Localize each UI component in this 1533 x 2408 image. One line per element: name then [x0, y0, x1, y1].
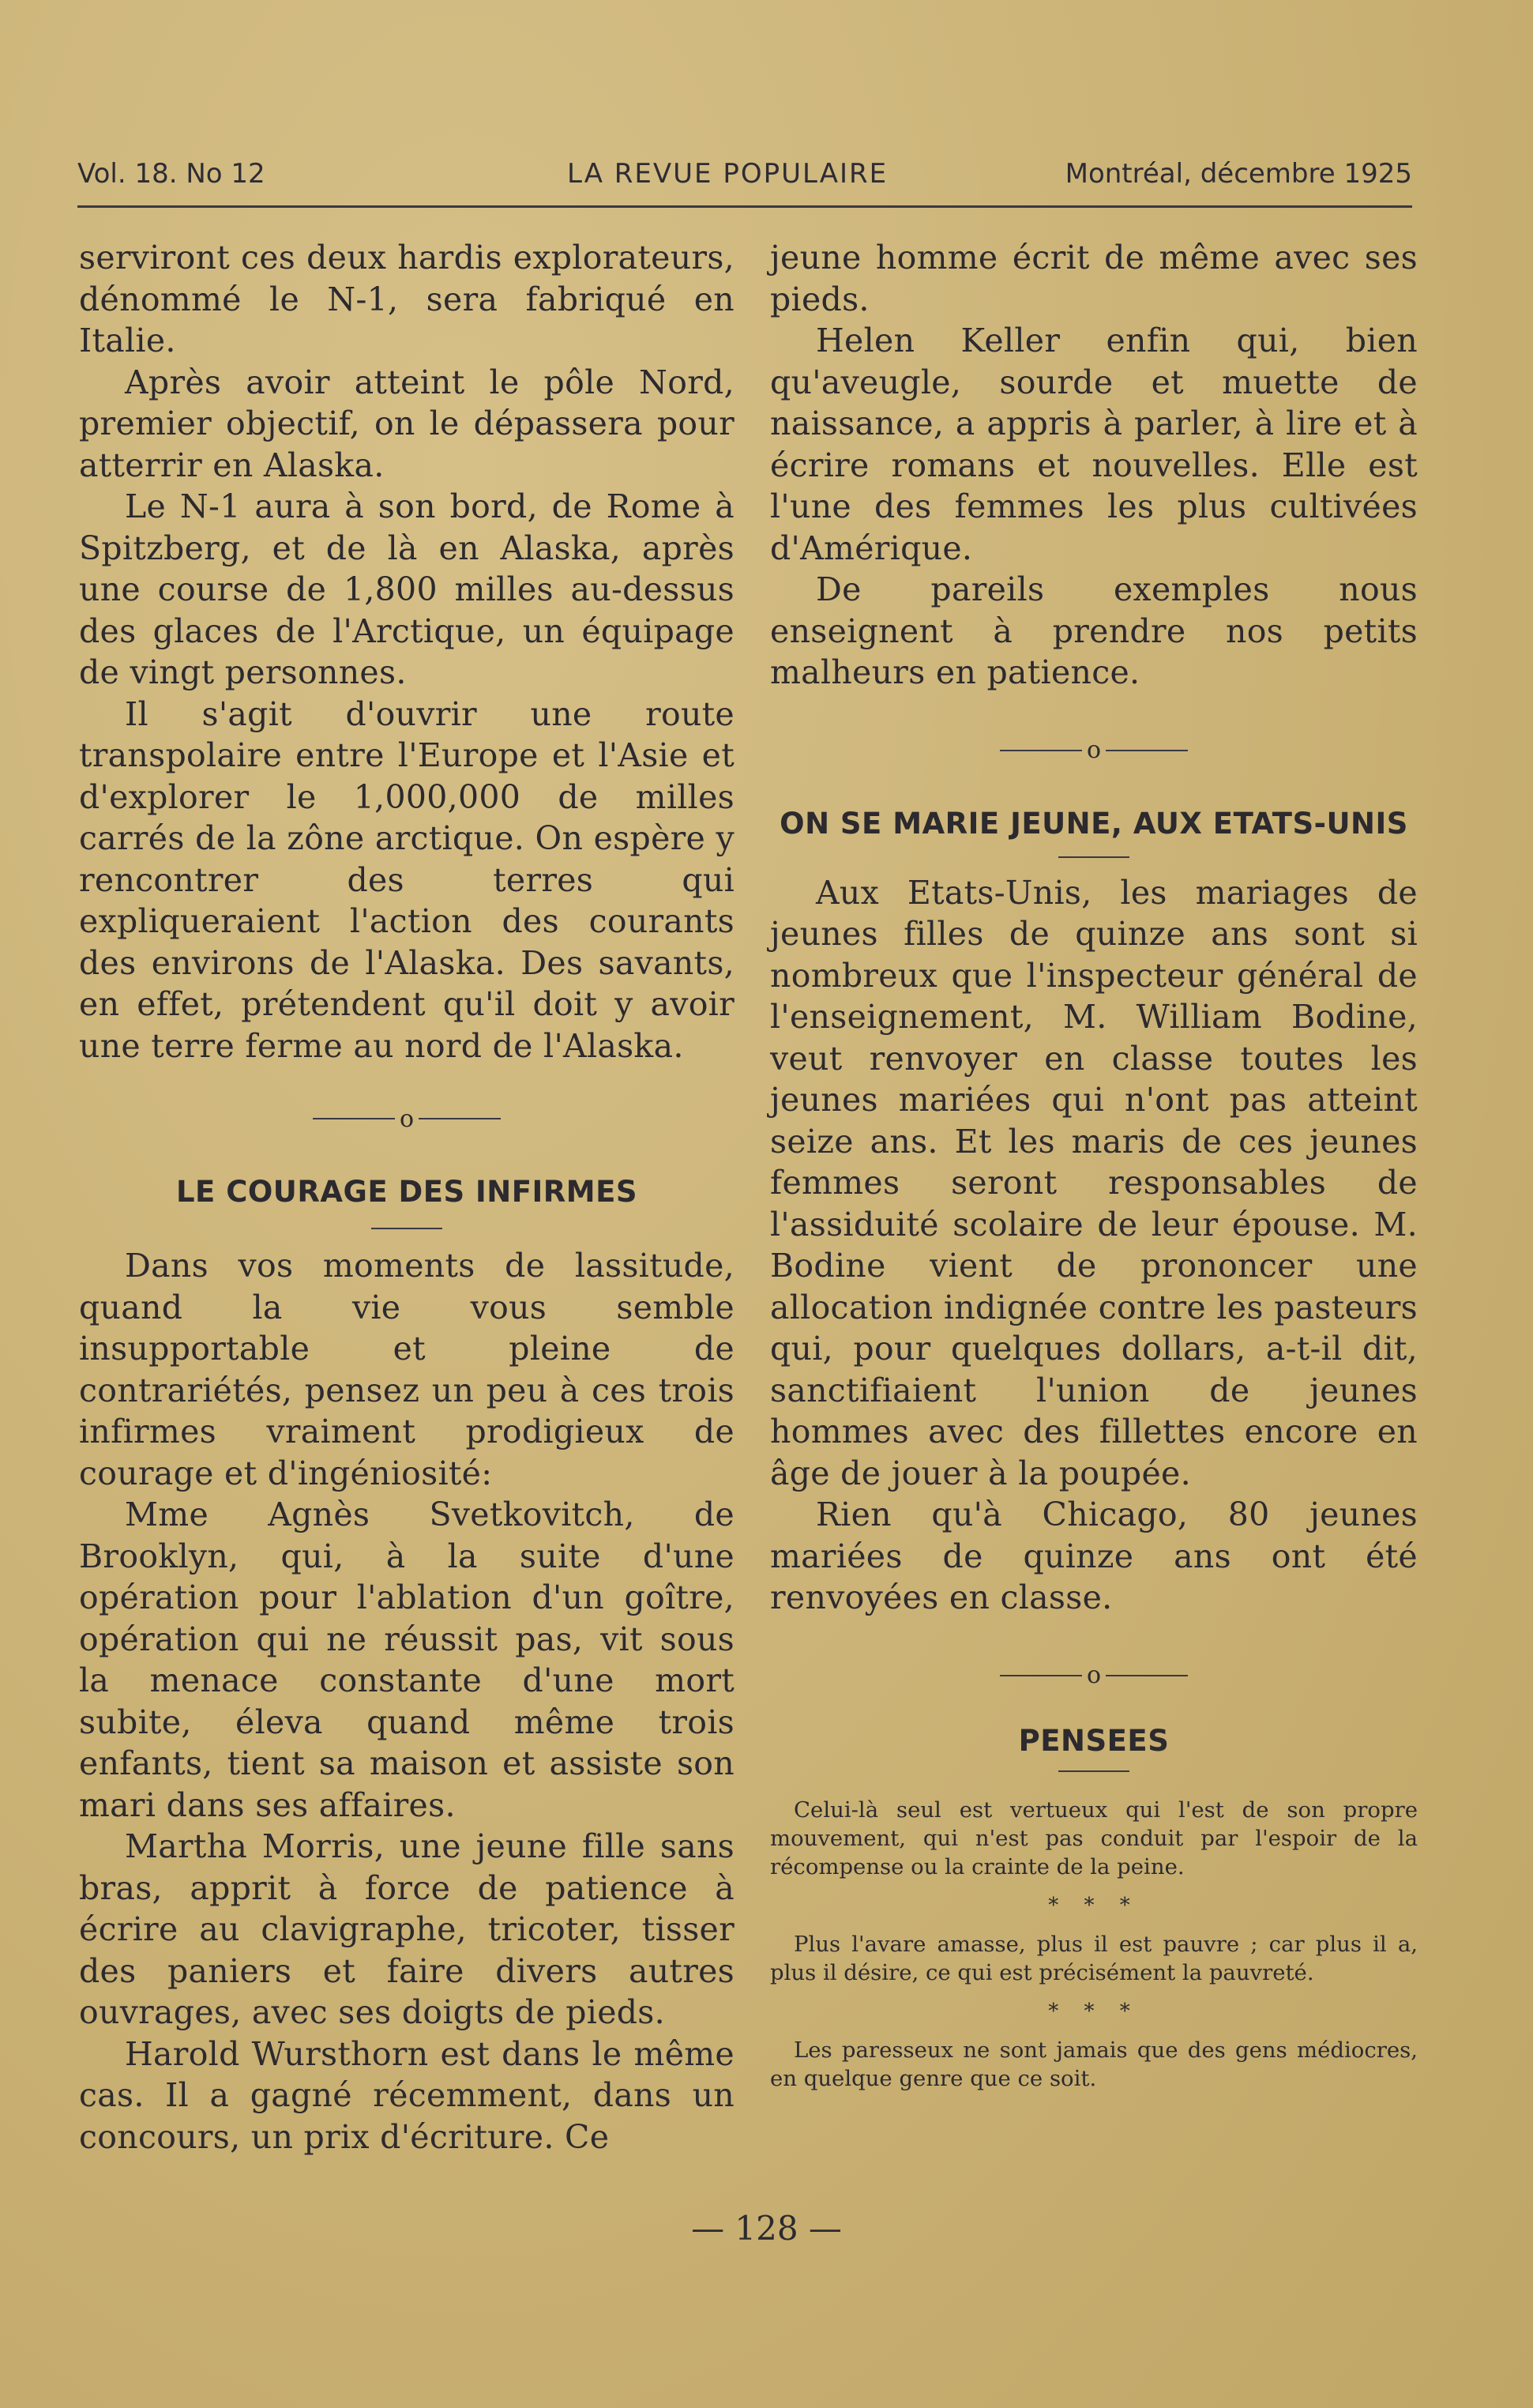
- pensee-item: Celui-là seul est vertueux qui l'est de son propre mouvement, qui n'est pas conduit par l'espoir de la récompense ou la crainte de la peine.: [770, 1797, 1418, 1879]
- article-paragraph: Rien qu'à Chicago, 80 jeunes mariées de quinze ans ont été renvoyées en classe.: [770, 1496, 1418, 1616]
- article-paragraph: serviront ces deux hardis explorateurs, dénommé le N-1, sera fabriqué en Italie.: [79, 239, 735, 359]
- article-paragraph: Helen Keller enfin qui, bien qu'aveugle, sourde et muette de naissance, a appris à parler, à lire et à écrire romans et nouvelles. Elle est l'une des femmes les plus cultivées d'Amérique.: [770, 322, 1418, 567]
- article-paragraph: Aux Etats-Unis, les mariages de jeunes filles de quinze ans sont si nombreux que l'inspecteur général de l'enseignement, M. William Bodine, veut renvoyer en classe toutes les jeunes mariées qui n'ont pas atteint seize ans. Et les maris de ces jeunes femmes seront responsables de l'assiduité scolaire de leur épouse. M. Bodine vient de prononcer une allocation indignée contre les pasteurs qui, pour quelques dollars, a-t-il dit, sanctifiaient l'union de jeunes hommes avec des fillettes encore en âge de jouer à la poupée.: [770, 873, 1418, 1492]
- section-title-courage: LE COURAGE DES INFIRMES: [175, 1175, 638, 1209]
- stars-divider: * * *: [1048, 1893, 1140, 1917]
- magazine-title: LA REVUE POPULAIRE: [567, 158, 889, 190]
- article-paragraph: Dans vos moments de lassitude, quand la vie vous semble insupportable et pleine de contrariétés, pensez un peu à ces trois infirmes vraiment prodigieux de courage et d'ingéniosité:: [79, 1247, 735, 1492]
- article-paragraph: Mme Agnès Svetkovitch, de Brooklyn, qui, à la suite d'une opération pour l'ablation d'un goître, opération qui ne réussit pas, vit sous la menace constante d'une mort subite, éleva quand même trois enfants, tient sa maison et assiste son mari dans ses affaires.: [79, 1496, 735, 1824]
- article-paragraph: Martha Morris, une jeune fille sans bras, apprit à force de patience à écrire au clavigraphe, tricoter, tisser des paniers et faire divers autres ouvrages, avec ses doigts de pieds.: [79, 1827, 735, 2031]
- pensee-item: Les paresseux ne sont jamais que des gens médiocres, en quelque genre que ce soit.: [770, 2037, 1418, 2091]
- article-paragraph: Le N-1 aura à son bord, de Rome à Spitzberg, et de là en Alaska, après une course de 1,800 milles au-dessus des glaces de l'Arctique, un équipage de vingt personnes.: [79, 487, 735, 691]
- section-title-pensees: PENSEES: [1018, 1723, 1170, 1758]
- section-title-marriage: ON SE MARIE JEUNE, AUX ETATS-UNIS: [780, 806, 1408, 841]
- section-separator: o: [770, 735, 1418, 766]
- article-paragraph: Après avoir atteint le pôle Nord, premier objectif, on le dépassera pour atterrir en Alaska.: [79, 363, 735, 484]
- section-separator: o: [770, 1660, 1418, 1691]
- pensee-item: Plus l'avare amasse, plus il est pauvre ; car plus il a, plus il désire, ce qui est précisément la pauvreté.: [770, 1931, 1418, 1985]
- article-paragraph: De pareils exemples nous enseignent à prendre nos petits malheurs en patience.: [770, 570, 1418, 691]
- article-paragraph: Harold Wursthorn est dans le même cas. Il a gagné récemment, dans un concours, un prix d'écriture. Ce: [79, 2034, 735, 2156]
- page-number: — 128 —: [691, 2209, 842, 2248]
- page-header: [77, 158, 1412, 208]
- article-paragraph: Il s'agit d'ouvrir une route transpolaire entre l'Europe et l'Asie et d'explorer le 1,000,000 de milles carrés de la zône arctique. On espère y rencontrer des terres qui expliqueraient l'action des courants des environs de l'Alaska. Des savants, en effet, prétendent qu'il doit y avoir une terre ferme au nord de l'Alaska.: [79, 694, 735, 1065]
- stars-divider: * * *: [1048, 1999, 1140, 2023]
- article-paragraph: jeune homme écrit de même avec ses pieds.: [770, 239, 1418, 318]
- issue-date: Montréal, décembre 1925: [1065, 158, 1412, 190]
- right-column: [770, 237, 1418, 2093]
- volume-number: Vol. 18. No 12: [77, 158, 265, 190]
- section-separator: o: [79, 1103, 735, 1134]
- left-column: [79, 237, 735, 2158]
